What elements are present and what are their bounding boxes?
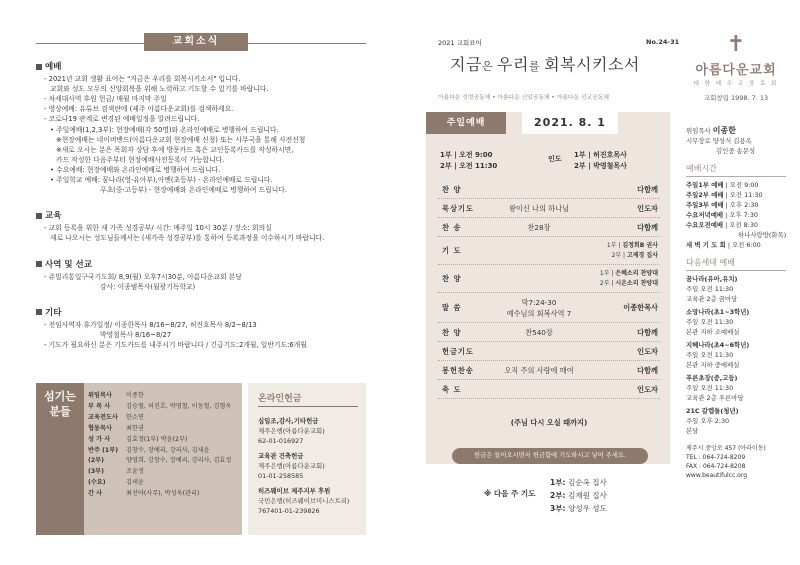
row-leader-line <box>607 251 658 261</box>
staff-row <box>88 413 231 424</box>
section-heading-text: 교육 <box>45 211 62 222</box>
contact-line: FAX : 064-724-8208 <box>686 463 746 470</box>
staff-list <box>88 391 231 500</box>
announcement-line: 카드 작성한 다음주부터 현장예배사전등록이 가능합니다. <box>56 155 225 164</box>
section-gap <box>36 292 376 304</box>
announcement-line: - 전임사역자 휴가일정/ 이종한목사 8/16~8/27, 허진호목사 8/2~8/13 <box>44 320 257 329</box>
next-gen-group <box>686 406 796 436</box>
offering-title: 십일조,감사,기타헌금 <box>258 417 319 425</box>
row-leader <box>600 269 658 289</box>
staff-row <box>88 456 231 467</box>
pastor-line <box>686 126 796 136</box>
staff-row <box>88 402 231 413</box>
offering-box <box>248 383 366 535</box>
staff-role: (수요) <box>88 479 106 487</box>
bullet-square-icon <box>36 261 42 267</box>
staff-role: 교육전도사 <box>88 413 118 421</box>
leader-name: 시온소리 찬양대 <box>615 280 658 287</box>
prayer-name: 양성우 성도 <box>568 504 607 513</box>
service-leaders <box>548 150 627 172</box>
elders-role: 시무장로 <box>686 137 713 145</box>
staff-names: 김창수, 장예리, 강리사, 김세윤 <box>126 446 210 454</box>
next-gen-heading: 다음세대 예배 <box>686 258 786 271</box>
announcement-line: • 수요예배: 현장예배와 온라인예배로 병행하여 드립니다. <box>50 165 221 174</box>
time-label: 수요저녁예배 <box>686 211 724 219</box>
staff-role: (2부) <box>88 457 104 465</box>
next-gen-group <box>686 274 796 304</box>
motto-label: 2021 교회표어 <box>438 39 482 47</box>
staff-role: 간 사 <box>88 490 103 498</box>
prayer-name: 김순옥 집사 <box>568 478 607 487</box>
row-leader: 이종한목사 <box>623 303 658 312</box>
announcement-line: ※현장예배는 네이버밴드(아름다운교회 현장예배 신청) 또는 사무국을 통해 사전신청 <box>56 135 306 144</box>
announcement-line: - 기도가 필요하신 분은 기도카드를 내주시기 바랍니다 / 긴급기도:2개월, 일반기도:6개월 <box>44 341 307 350</box>
worship-row <box>438 323 660 342</box>
elders-names: 양성식 김용옥 <box>712 137 752 145</box>
staff-row <box>88 478 231 489</box>
denomination: 대 한 예 수 교 장 로 회 <box>693 81 779 87</box>
staff-names: 한소연 <box>126 413 144 421</box>
community-subtitles: 아름다운 성령공동체 • 아름다운 신앙공동체 • 아름다운 선교공동체 <box>438 95 609 101</box>
group-line: 주일 오전 11:30 <box>686 285 734 293</box>
row-leader <box>607 241 658 261</box>
row-leader-line <box>607 241 658 251</box>
cross-icon: ✝ <box>726 32 746 57</box>
offering-line: 제주은행(아름다운교회) <box>258 427 325 435</box>
elders-line: 김인중 송문성 <box>716 147 756 155</box>
row-leader: 인도자 <box>637 384 658 394</box>
worship-row <box>438 293 660 323</box>
group-line: 교육관 2층 꿈마당 <box>686 295 738 303</box>
announcement-line: • 주일학교 예배: 꿈나라(영·유아부),아멘(초등부) - 온라인예배로 드립니다. <box>50 176 273 185</box>
row-leader: 다함께 <box>637 184 658 194</box>
worship-row <box>438 380 660 399</box>
group-line: 본관 지하 소예배실 <box>686 328 740 336</box>
next-week-prayers <box>550 476 607 515</box>
row-leader: 다함께 <box>637 222 658 232</box>
service-leader: 2부 | 박영철목사 <box>574 162 627 170</box>
announcement-line: - 차세대사역 후원 헌금/ 매월 마지막 주일 <box>44 95 167 104</box>
row-item: 찬 양 <box>442 274 462 283</box>
bullet-square-icon <box>36 64 42 70</box>
row-leader: 인도자 <box>637 346 658 356</box>
offering-line: 제주은행(아름다운교회) <box>258 462 325 470</box>
row-item: 찬 송 <box>442 222 462 232</box>
group-title: 지혜나라(초4~6학년) <box>686 341 750 349</box>
section-heading-text: 예배 <box>45 62 62 72</box>
next-gen-group <box>686 307 796 337</box>
row-item: 봉헌찬송 <box>442 365 474 375</box>
next-gen-group <box>686 373 796 403</box>
group-title: 푸른초장(중,고등) <box>686 374 738 382</box>
staff-role: 위임목사 <box>88 392 112 399</box>
worship-label: 주일예배 <box>426 112 506 134</box>
offering-line: 767401-01-239826 <box>258 507 320 515</box>
time-value: | 오전 11:30 <box>723 191 763 199</box>
next-prayer <box>550 476 607 489</box>
group-title: 소망나라(초1~3학년) <box>686 308 750 316</box>
time-row <box>686 180 796 190</box>
row-item: 묵상기도 <box>442 203 474 213</box>
motto-part: 지금 <box>450 55 482 74</box>
right-page <box>400 0 800 565</box>
announcement-line: 강사: 이종범목사(월광기독학교) <box>100 282 196 291</box>
offering-title: 히즈웨이브 제주지부 후원 <box>258 487 331 495</box>
section-heading <box>36 308 376 318</box>
time-value: | 오전 9:00 <box>723 181 759 189</box>
row-leader: 인도자 <box>637 203 658 213</box>
service-leader: 1부 | 허진호목사 <box>574 151 627 159</box>
leader-name: 은혜소리 찬양대 <box>615 270 658 277</box>
offering-notice: 헌금은 들어오시면서 헌금함에 기도하시고 넣어 주세요. <box>452 448 648 464</box>
time-row <box>686 200 796 210</box>
row-item: 찬 양 <box>442 184 462 194</box>
next-gen-group <box>686 340 796 370</box>
service-tag: 1부 | <box>599 270 616 277</box>
row-content: 오직 주의 사랑에 매여 <box>504 365 574 375</box>
time-row <box>686 240 796 250</box>
next-week-label: ※ 다음 주 기도 <box>484 489 536 498</box>
worship-row <box>438 237 660 265</box>
church-name: 아름다운교회 <box>695 63 777 78</box>
worship-row <box>438 361 660 380</box>
church-logo <box>686 34 786 102</box>
section-heading-text: 사역 및 선교 <box>45 259 92 270</box>
time-value: 하나사랑방(화목) <box>738 231 787 239</box>
sidebar-info <box>686 126 796 480</box>
staff-row <box>88 467 231 478</box>
row-leader: 다함께 <box>637 365 658 375</box>
service-tag: 1부: <box>550 478 569 487</box>
worship-header <box>426 112 670 134</box>
staff-row <box>88 489 231 500</box>
time-value: | 오후 7:30 <box>723 211 758 219</box>
contact-line: www.beautifulcc.org <box>686 472 748 479</box>
announcement-line: - 코로나19 관계로 변경된 예배일정을 알려드립니다. <box>44 115 200 124</box>
service-tag: 2부 | <box>599 280 616 287</box>
issue-number: No.24-31 <box>646 38 680 46</box>
staff-names: 조윤정 <box>126 468 144 476</box>
staff-row <box>88 446 231 457</box>
staff-role: 성 가 사 <box>88 435 111 443</box>
row-leader: 다함께 <box>637 327 658 337</box>
announcement-line: 박영철목사 8/16~8/27 <box>100 330 172 339</box>
staff-names: 김승철, 허진호, 박영철, 이동철, 김형옥 <box>126 402 232 410</box>
staff-role: 부 목 사 <box>88 402 111 410</box>
staff-role: (3부) <box>88 468 104 476</box>
contact-block <box>686 444 796 480</box>
motto-title <box>450 52 640 75</box>
row-content <box>478 297 600 319</box>
row-content: 찬540장 <box>525 327 553 337</box>
offering-list <box>258 411 349 516</box>
time-value: | 오후 2:30 <box>723 201 759 209</box>
row-content-line: 막7:24-30 <box>521 298 557 307</box>
next-prayer <box>550 489 607 502</box>
offering-line: 01-01-258585 <box>258 472 304 480</box>
staff-names: 양영희, 강창수, 장예리, 강리사, 김효정 <box>126 457 232 465</box>
time-value: | 오전 6:00 <box>725 241 761 249</box>
section-gap <box>36 195 376 207</box>
staff-names: 이종한 <box>126 392 144 399</box>
service-time: 1부 | 오전 9:00 <box>440 151 493 159</box>
announcement-line: • 주일예배(1,2,3부): 현장예배(각 50명)와 온라인예배로 병행하여 드립니다. <box>50 125 279 134</box>
announcement-line: - 영상예배: 유튜브 검색란에 (제주 아름다운교회)를 검색하세요. <box>44 105 234 114</box>
group-line: 교육관 2층 푸른마당 <box>686 394 744 402</box>
row-item: 헌금기도 <box>442 346 474 356</box>
worship-row <box>438 342 660 361</box>
staff-row <box>88 435 231 446</box>
row-content: 왕이신 나의 하나님 <box>508 203 570 213</box>
worship-date: 2021. 8. 1 <box>522 112 618 134</box>
section-heading-text: 기타 <box>45 307 62 318</box>
staff-names: 김효정(1부) 박윤(2부) <box>126 435 188 443</box>
section-heading <box>36 260 376 270</box>
row-content-line: 예수님의 회복사역 7 <box>506 309 572 318</box>
offering-rule <box>258 406 358 407</box>
worship-row <box>438 199 660 218</box>
worship-row <box>438 180 660 199</box>
time-row <box>686 220 796 230</box>
offering-title: 교육관 건축헌금 <box>258 452 304 460</box>
offering-heading: 온라인헌금 <box>258 394 302 404</box>
pastor-role: 위임목사 <box>686 127 713 135</box>
service-tag: 3부: <box>550 504 569 513</box>
staff-names: 최한권 <box>126 424 144 432</box>
staff-heading-text: 분들 <box>49 405 71 418</box>
time-value: | 오전 8:30 <box>723 221 758 229</box>
section-title: 교회소식 <box>144 33 248 51</box>
leader-name: 고제경 집사 <box>626 252 658 259</box>
group-line: 주일 오전 11:30 <box>686 384 734 392</box>
group-line: 본관 지하 중예배실 <box>686 361 740 369</box>
group-line: 주일 오전 11:30 <box>686 351 734 359</box>
founded-date: 교회창립 1998. 7. 13 <box>703 94 769 102</box>
staff-names: 김세윤 <box>126 479 144 487</box>
prayer-name: 김재원 집사 <box>568 491 607 500</box>
group-line: 주일 오전 11:30 <box>686 318 734 326</box>
motto-part: 은 <box>481 60 498 73</box>
staff-row <box>88 391 231 402</box>
staff-heading <box>36 383 84 535</box>
row-item: 찬 양 <box>442 327 462 337</box>
group-title: 꿈나라(유아,유치) <box>686 275 738 283</box>
staff-row <box>88 424 231 435</box>
time-row <box>686 230 796 240</box>
time-label: 주일1부 예배 <box>686 181 724 189</box>
next-prayer <box>550 502 607 515</box>
motto-part: 회복시키소서 <box>544 55 640 74</box>
offering-line: 국민은행(히즈웨이브미니스트리) <box>258 497 350 505</box>
section-gap <box>36 244 376 256</box>
bullet-square-icon <box>36 213 42 219</box>
announcement-line: 교회와 성도 모두의 신앙회복을 위해 노력하고 기도할 수 있기를 바랍니다. <box>50 85 269 94</box>
service-time: 2부 | 오전 11:30 <box>440 162 498 170</box>
service-tag: 1부 | <box>606 242 623 249</box>
staff-names: 최선아(사무), 박성욱(관리) <box>126 490 200 498</box>
staff-role: 협동목사 <box>88 424 112 432</box>
section-heading <box>36 211 376 221</box>
announcement-line: - 2021년 교회 생활 표어는 "지금은 우리를 회복시키소서" 입니다. <box>44 75 241 84</box>
row-content: 찬28장 <box>527 222 551 232</box>
announcements <box>36 58 376 350</box>
time-label: 새 벽 기 도 회 <box>686 241 726 249</box>
staff-box <box>36 383 242 535</box>
row-item: 말 씀 <box>442 303 462 312</box>
staff-role: 반주 (1부) <box>88 446 119 454</box>
row-item: 기 도 <box>442 246 462 255</box>
group-line: 주일 오후 2:30 <box>686 417 730 425</box>
staff-heading-text: 섬기는 <box>44 390 76 403</box>
time-label: 주일3부 예배 <box>686 201 724 209</box>
group-line: 본당 <box>686 427 699 435</box>
announcement-line: ※새로 오시는 분은 목회자 상담 후에 방문카드 혹은 교인등록카드를 작성하시면, <box>56 145 294 154</box>
time-row <box>686 190 796 200</box>
leader-name: 김정희B 권사 <box>622 242 658 249</box>
leader-label: 인도 <box>548 155 562 163</box>
offering-line: 62-01-016927 <box>258 437 304 445</box>
order-of-worship <box>438 180 660 399</box>
motto-part: 우리 <box>497 55 529 74</box>
elders-line <box>686 136 796 146</box>
motto-part: 를 <box>528 60 545 73</box>
group-title: 21C 갈렙돌(청년) <box>686 407 739 415</box>
time-label: 수요오전예배 <box>686 221 724 229</box>
row-leader-line <box>600 269 658 279</box>
announcement-line: - 쥬빌리통일구국기도회/ 8,9(월) 오후7시30분, 아름다운교회 본당 <box>44 272 242 281</box>
pastor-name: 이종한 <box>712 126 736 135</box>
service-times <box>440 150 497 172</box>
worship-row <box>438 218 660 237</box>
time-row <box>686 210 796 220</box>
row-item: 축 도 <box>442 384 462 394</box>
service-tag: 2부 | <box>611 252 627 259</box>
service-tag: 2부: <box>550 491 569 500</box>
announcement-line: - 교회 등록을 위한 새 가족 성경공부/ 시간: 매주일 10시 30분 / 장소: 회의실 <box>44 224 272 233</box>
bullet-square-icon <box>36 309 42 315</box>
announcement-line: 새로 나오시는 성도님들께서는 (새가족 성경공부)를 통하여 등록과정을 이수하시기 바랍니다. <box>50 234 325 243</box>
contact-line: 제주시 중앙로 457 (아라이동) <box>686 445 766 452</box>
row-leader-line <box>600 279 658 289</box>
announcement-line: 푸초(중·고등부) - 현장예배와 온라인예배로 병행하여 드립니다. <box>100 186 288 195</box>
contact-line: TEL : 064-724-8209 <box>686 454 746 461</box>
time-label: 주일2부 예배 <box>686 191 724 199</box>
section-heading <box>36 62 376 72</box>
times-heading: 예배시간 <box>686 164 786 177</box>
worship-row <box>438 265 660 293</box>
benediction-note: (주님 다시 오실 때까지) <box>510 418 588 427</box>
